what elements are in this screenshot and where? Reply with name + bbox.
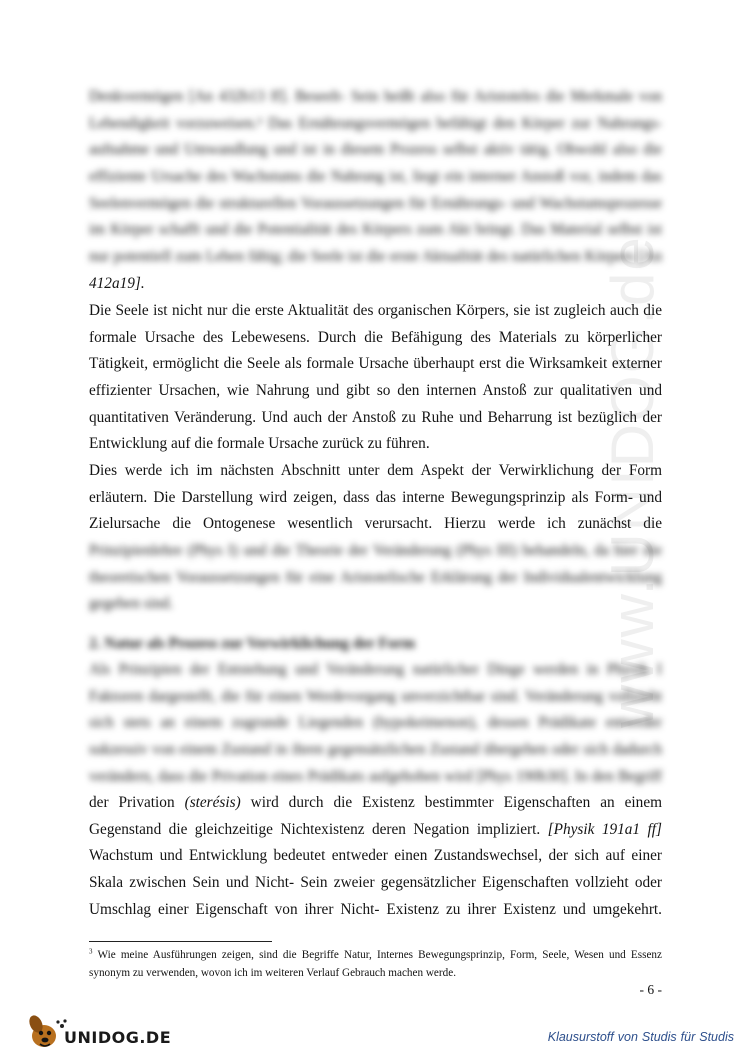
- text-line: Entwicklung auf die formale Ursache zurück zu führen.: [89, 435, 430, 453]
- text-line: Zielursache die Ontogenese wesentlich verursacht. Hierzu werde ich zunächst die: [89, 515, 662, 533]
- text-line: nur potentiell zum Leben fähig; die Seele ist die erste Aktualität des natürlichen Körpers [An: [89, 248, 662, 266]
- text-line: sich stets an einem zugrunde Liegenden (hypokeimenon), dessen Prädikate entweder: [89, 714, 662, 732]
- tagline: Klausurstoff von Studis für Studis: [547, 1030, 734, 1044]
- text-line: erläutern. Die Darstellung wird zeigen, dass das interne Bewegungsprinzip als Form- und: [89, 488, 662, 506]
- citation: [Physik 191a1 ff]: [547, 820, 662, 838]
- text-line: verändern, dass die Privation eines Prädikats aufgehoben wird [Phys 190b30]. In den Begriff: [89, 767, 662, 785]
- text-line: quantitativen Veränderung. Und auch der Anstoß zu Ruhe und Beharrung ist bezüglich der: [89, 408, 662, 426]
- text-line: effiziente Ursache des Wachstums die Nahrung ist, liegt ein interner Anstoß vor, indem das: [89, 168, 662, 186]
- paragraph-privation: [89, 790, 662, 923]
- text-line: Wachstum und Entwicklung bedeutet entweder einen Zustandswechsel, der sich auf einer: [89, 847, 662, 865]
- reference-line: [89, 271, 662, 298]
- footnote-number: 3: [89, 947, 93, 956]
- text-line: Faktoren dargestellt, die für einen Werdevorgang unverzichtbar sind. Veränderung vollzieht: [89, 687, 662, 705]
- paragraph-soul: [89, 298, 662, 458]
- section-heading: [89, 631, 662, 658]
- text-line: im Körper schafft und die Potentialität des Körpers zum Akt bringt. Das Material selbst ist: [89, 221, 662, 239]
- text-line: aufnahme und Umwandlung und ist in diesem Prozess selbst aktiv tätig. Obwohl also die: [89, 141, 662, 159]
- logo-text: UNIDOG.DE: [64, 1028, 172, 1047]
- citation: 412a19].: [89, 275, 145, 292]
- text-line: Tätigkeit, ermöglicht die Seele als formale Ursache überhaupt erst die Wirksamkeit externer: [89, 355, 662, 373]
- text-line: gegeben sind.: [89, 595, 174, 613]
- text-line: Lebendigkeit vorzuweisen.³ Das Ernährungsvermögen befähigt den Körper zur Nahrungs-: [89, 114, 662, 132]
- greek-term: (sterésis): [184, 794, 241, 811]
- text-line: effizienter Ursachen, wie Nahrung und gibt so den internen Anstoß zur qualitativen und: [89, 382, 662, 400]
- footnote: [89, 946, 662, 982]
- heading-text: 2. Natur als Prozess zur Verwirklichung der Form: [89, 635, 416, 652]
- text-line: Gegenstand die gleichzeitige Nichtexistenz deren Negation impliziert. [Physik 191a1 ff]: [89, 820, 662, 838]
- text-line: Prinzipienlehre (Phys I) und die Theorie der Veränderung (Phys III) behandeln, da hier die: [89, 542, 662, 559]
- blurred-paragraph-middle: [89, 538, 662, 618]
- watermark: www.UNIDOG.de: [599, 235, 666, 728]
- text-line: Skala zwischen Sein und Nicht- Sein zweier gegensätzlicher Eigenschaften vollzieht oder: [89, 874, 662, 892]
- page-number: - 6 -: [639, 982, 662, 997]
- text-line: Umschlag einer Eigenschaft von ihrer Nicht- Existenz zu ihrer Existenz und umgekehrt.: [89, 900, 662, 918]
- text-line: Dies werde ich im nächsten Abschnitt unter dem Aspekt der Verwirklichung der Form: [89, 462, 662, 479]
- footnote-text: Wie meine Ausführungen zeigen, sind die Begriffe Natur, Internes Bewegungsprinzip, Form, Seele, Wesen und Essenz synonym zu verwenden, wovon ich im weiteren Verlauf Gebrauch machen werde.: [89, 949, 662, 979]
- text-line: Als Prinzipien der Entstehung und Veränderung natürlicher Dinge werden in Physik I: [89, 661, 662, 678]
- footnote-divider: [89, 941, 272, 942]
- dog-icon: [24, 1012, 68, 1052]
- unidog-logo[interactable]: [24, 1012, 172, 1052]
- text-line: sukzessiv von einem Zustand in ihren gegensätzlichen Zustand übergehen oder sich dadurch: [89, 741, 662, 759]
- paragraph-next-section: [89, 458, 662, 538]
- text-line: Seelenvermögen die strukturellen Voraussetzungen für Ernährungs- und Wachstumsprozesse: [89, 194, 662, 212]
- blurred-section-paragraph: [89, 657, 662, 790]
- text-line: formale Ursache des Lebewesens. Durch die Befähigung des Materials zu körperlicher: [89, 328, 662, 346]
- text-line: der Privation (sterésis) wird durch die Existenz bestimmter Eigenschaften an einem: [89, 794, 662, 811]
- text-line: Die Seele ist nicht nur die erste Aktualität des organischen Körpers, sie ist zugleich auch die: [89, 302, 662, 319]
- blurred-paragraph-top: [89, 84, 662, 271]
- text-line: Denkvermögen [An 432b13 ff]. Beseelt- Sein heißt also für Aristoteles die Merkmale von: [89, 88, 662, 105]
- text-line: theoretischen Voraussetzungen für eine Aristotelische Erklärung der Individualentwicklung: [89, 568, 662, 586]
